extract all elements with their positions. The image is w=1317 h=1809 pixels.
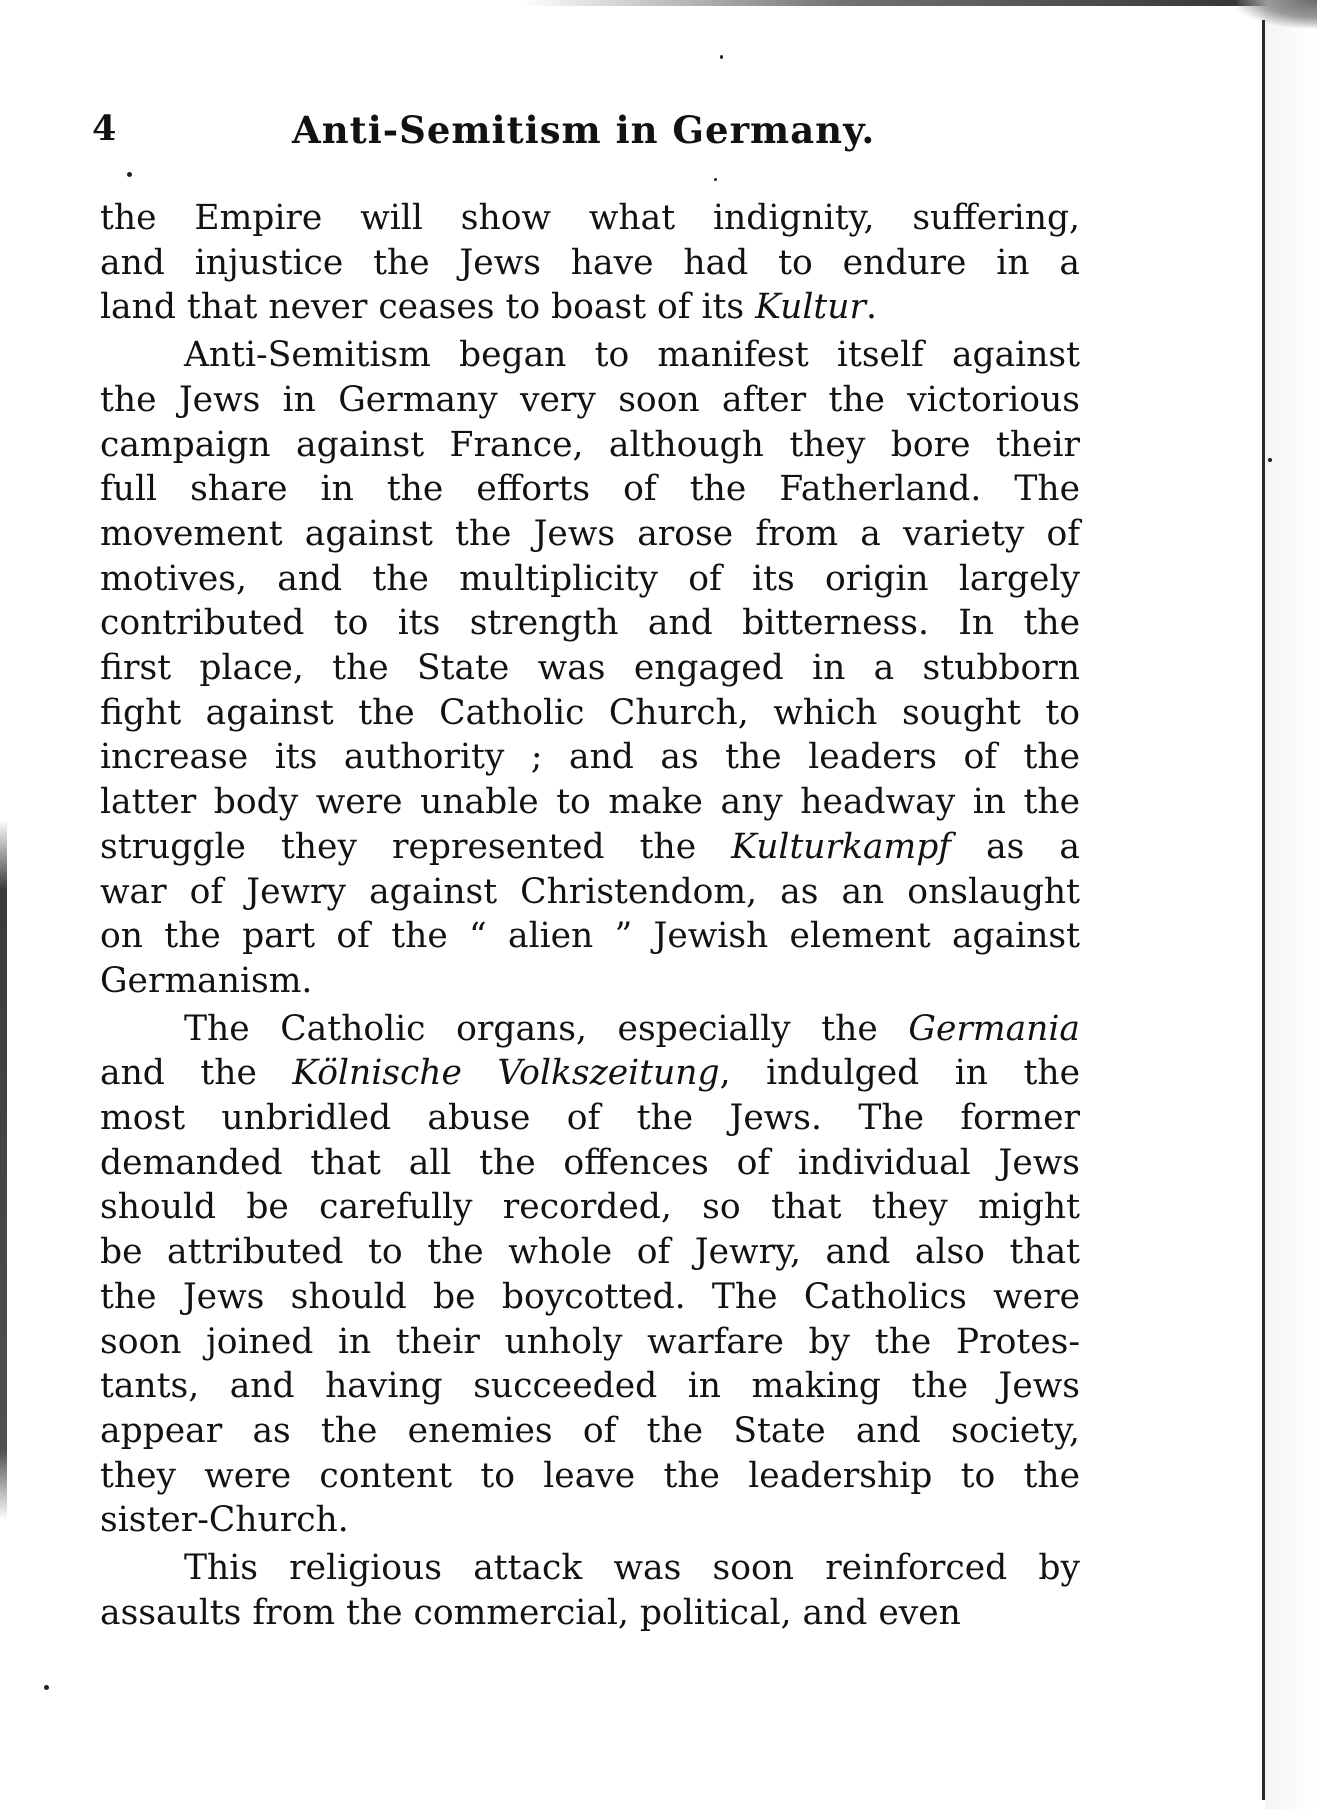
paragraph	[100, 196, 1080, 330]
scan-top-edge	[520, 0, 1317, 6]
text-line	[100, 423, 1080, 468]
text-line	[100, 825, 1080, 870]
italic-text: Kulturkampf	[731, 826, 952, 867]
text-segment: contributed to its strength and bitterness. In the	[100, 603, 1080, 644]
text-segment: they were content to leave the leadership to the	[100, 1455, 1080, 1496]
running-title: Anti-Semitism in Germany.	[292, 108, 876, 152]
text-line	[100, 691, 1080, 736]
page-number: 4	[92, 108, 117, 149]
italic-text: Kölnische Volkszeitung	[292, 1053, 720, 1094]
text-segment: Germanism.	[100, 960, 313, 1001]
text-segment: and injustice the Jews have had to endure in a	[100, 242, 1080, 283]
text-line	[100, 1546, 1080, 1591]
text-segment: most unbridled abuse of the Jews. The former	[100, 1098, 1080, 1139]
text-line	[100, 959, 1080, 1004]
text-segment: as a	[951, 826, 1080, 867]
scan-top-corner	[1237, 0, 1317, 28]
ink-speck	[1268, 458, 1272, 462]
text-line	[100, 1364, 1080, 1409]
text-line	[100, 1320, 1080, 1365]
text-segment: fight against the Catholic Church, which sought to	[100, 692, 1080, 733]
text-segment: This religious attack was soon reinforced by	[184, 1548, 1080, 1589]
text-line	[100, 333, 1080, 378]
text-line	[100, 1051, 1080, 1096]
text-line	[100, 1007, 1080, 1052]
text-segment: war of Jewry against Christendom, as an onslaught	[100, 871, 1080, 912]
text-line	[100, 1498, 1080, 1543]
paragraph	[100, 1546, 1080, 1635]
text-line	[100, 1454, 1080, 1499]
ink-speck	[127, 172, 132, 177]
ink-speck	[720, 55, 723, 59]
text-line	[100, 735, 1080, 780]
text-line	[100, 467, 1080, 512]
text-segment: first place, the State was engaged in a stubborn	[100, 648, 1080, 689]
text-segment: , indulged in the	[719, 1053, 1080, 1094]
text-segment: sister-Church.	[100, 1500, 349, 1541]
text-line	[100, 646, 1080, 691]
text-line	[100, 512, 1080, 557]
text-segment: on the part of the “ alien ” Jewish element against	[100, 916, 1080, 957]
text-segment: appear as the enemies of the State and society,	[100, 1410, 1080, 1451]
text-segment: movement against the Jews arose from a variety of	[100, 513, 1080, 554]
text-line	[100, 196, 1080, 241]
scan-left-edge	[0, 820, 7, 1520]
text-line	[100, 914, 1080, 959]
text-line	[100, 780, 1080, 825]
text-segment: the Empire will show what indignity, suffering,	[100, 198, 1080, 238]
text-segment: full share in the efforts of the Fatherland. The	[100, 469, 1080, 510]
text-line	[100, 378, 1080, 423]
text-segment: The Catholic organs, especially the	[184, 1008, 909, 1049]
italic-text: Germania	[908, 1008, 1080, 1049]
text-line	[100, 1409, 1080, 1454]
body-text	[100, 196, 1080, 1636]
text-line	[100, 1230, 1080, 1275]
text-segment: motives, and the multiplicity of its origin largely	[100, 558, 1080, 599]
text-segment: the Jews should be boycotted. The Catholics were	[100, 1276, 1080, 1317]
text-segment: demanded that all the offences of individual Jews	[100, 1142, 1080, 1183]
text-segment: struggle they represented the	[100, 826, 732, 867]
page-header	[92, 108, 1092, 162]
text-segment: and the	[100, 1053, 293, 1094]
text-segment: land that never ceases to boast of its	[100, 287, 756, 328]
text-line	[100, 1275, 1080, 1320]
text-line	[100, 870, 1080, 915]
text-line	[100, 1591, 1080, 1636]
text-line	[100, 557, 1080, 602]
text-line	[100, 1141, 1080, 1186]
italic-text: Kultur	[755, 287, 866, 328]
text-segment: soon joined in their unholy warfare by the Protes-	[100, 1321, 1080, 1362]
paragraph	[100, 333, 1080, 1004]
text-line	[100, 285, 1080, 330]
text-segment: campaign against France, although they bore their	[100, 424, 1080, 465]
text-line	[100, 601, 1080, 646]
text-segment: Anti-Semitism began to manifest itself against	[184, 335, 1080, 376]
text-line	[100, 1096, 1080, 1141]
text-line	[100, 1185, 1080, 1230]
ink-speck	[714, 178, 717, 181]
text-segment: increase its authority ; and as the leaders of the	[100, 737, 1080, 778]
text-segment: assaults from the commercial, political, and even	[100, 1592, 961, 1633]
text-line	[100, 241, 1080, 286]
scan-right-edge	[1262, 20, 1265, 1800]
text-segment: .	[865, 287, 877, 328]
text-segment: should be carefully recorded, so that they might	[100, 1187, 1080, 1228]
text-segment: tants, and having succeeded in making the Jews	[100, 1366, 1080, 1407]
ink-speck	[44, 1685, 49, 1690]
paragraph	[100, 1007, 1080, 1543]
text-segment: latter body were unable to make any headway in the	[100, 782, 1080, 823]
text-segment: the Jews in Germany very soon after the victorious	[100, 379, 1080, 420]
page-margin-shade	[1265, 0, 1317, 1809]
text-segment: be attributed to the whole of Jewry, and also that	[100, 1232, 1080, 1273]
